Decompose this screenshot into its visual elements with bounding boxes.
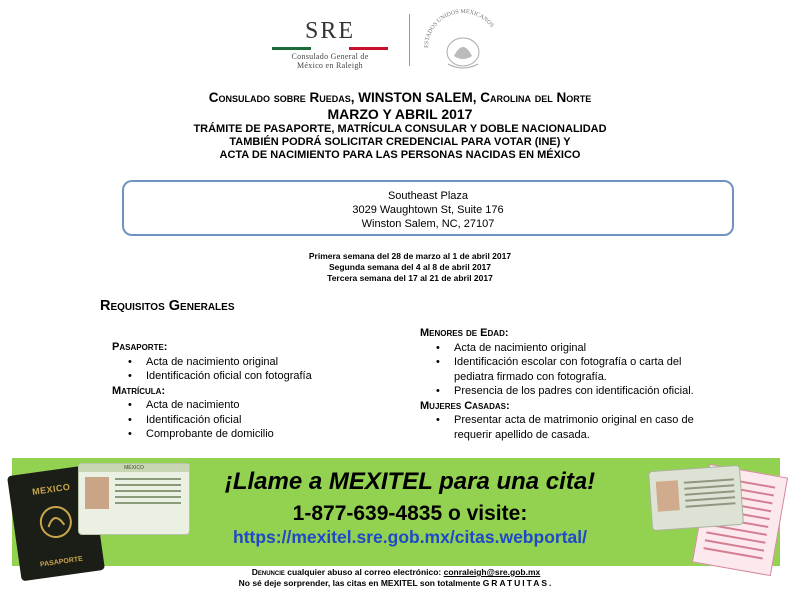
address-city: Winston Salem, NC, 27107 [361, 218, 495, 230]
list-item: • Identificación oficial con fotografía [112, 369, 402, 384]
footer-abuse-text: cualquier abuso al correo electrónico: [284, 567, 444, 577]
sre-logo [265, 18, 395, 70]
services-line-2: TAMBIÉN PODRÁ SOLICITAR CREDENCIAL PARA VOTAR (INE) Y [229, 136, 571, 148]
mexico-seal-icon [418, 8, 508, 80]
menores-list [420, 341, 720, 399]
week-2: Segunda semana del 4 al 8 de abril 2017 [328, 262, 492, 272]
footer-free-text: No sé deje sorprender, las citas en MEXITEL son totalmente [238, 578, 483, 588]
footer [100, 567, 692, 589]
voter-card-icon [648, 465, 744, 531]
casadas-heading: Mujeres Casadas: [420, 399, 510, 412]
address-street: 3029 Waughtown St, Suite 176 [352, 204, 504, 216]
event-title: Consulado sobre Ruedas, WINSTON SALEM, Carolina del Norte [208, 90, 592, 105]
pasaporte-heading: Pasaporte: [112, 341, 168, 353]
list-item: • Acta de nacimiento [112, 398, 402, 413]
schedule-weeks [230, 251, 590, 284]
flag-stripe [272, 47, 388, 50]
services-line-1: TRÁMITE DE PASAPORTE, MATRÍCULA CONSULAR Y DOBLE NACIONALIDAD [193, 123, 607, 135]
logo-subtitle-2: México en Raleigh [297, 61, 363, 70]
passport-label: PASAPORTE [39, 555, 84, 569]
week-1: Primera semana del 28 de marzo al 1 de abril 2017 [308, 251, 512, 261]
footer-line-1 [100, 567, 692, 578]
address-box [122, 180, 734, 236]
matricula-heading: Matrícula: [112, 384, 166, 397]
footer-line-2 [100, 578, 692, 589]
passport-country: MEXICO [31, 481, 72, 497]
menores-heading: Menores de Edad: [420, 327, 509, 339]
requirements-title: Requisitos Generales [100, 298, 235, 314]
id-card-header: MÉXICO [79, 464, 189, 472]
svg-text:ESTADOS UNIDOS MEXICANOS [424, 9, 495, 48]
event-dates: MARZO Y ABRIL 2017 [327, 106, 473, 122]
list-item: • Acta de nacimiento original [112, 355, 402, 370]
casadas-list [420, 413, 720, 442]
title-block [60, 90, 740, 162]
list-item: • Presencia de los padres con identificación oficial. [420, 384, 720, 399]
cta-phone[interactable]: 1-877-639-4835 o visite: [292, 502, 528, 525]
list-item: • Identificación escolar con fotografía o carta del pediatra firmado con fotografía. [420, 355, 720, 384]
cta-link[interactable]: https://mexitel.sre.gob.mx/citas.webportal/ [233, 527, 587, 547]
footer-email-link[interactable]: conraleigh@sre.gob.mx [443, 567, 541, 577]
sre-logo-text: SRE [304, 18, 355, 44]
list-item: • Acta de nacimiento original [420, 341, 720, 356]
logo-divider [409, 14, 410, 66]
passport-emblem-icon [33, 499, 78, 544]
cta-headline: ¡Llame a MEXITEL para una cita! [224, 468, 596, 495]
list-item: • Identificación oficial [112, 413, 402, 428]
footer-free-emph: GRATUITAS. [482, 578, 554, 588]
seal-text: ESTADOS UNIDOS MEXICANOS [423, 8, 495, 49]
week-3: Tercera semana del 17 al 21 de abril 2017 [327, 273, 493, 283]
id-photo [85, 477, 109, 509]
pasaporte-list [112, 355, 402, 384]
requirements-left-column [112, 340, 402, 442]
matricula-list [112, 398, 402, 442]
list-item: • Comprobante de domicilio [112, 427, 402, 442]
address-name: Southeast Plaza [387, 190, 469, 202]
logo-subtitle-1: Consulado General de [291, 52, 369, 61]
services-line-3: ACTA DE NACIMIENTO PARA LAS PERSONAS NACIDAS EN MÉXICO [219, 149, 581, 161]
requirements-right-column [420, 326, 720, 442]
footer-denuncie: Denuncie [251, 567, 285, 577]
list-item: • Presentar acta de matrimonio original en caso de requerir apellido de casada. [420, 413, 720, 442]
ine-photo [656, 480, 680, 511]
